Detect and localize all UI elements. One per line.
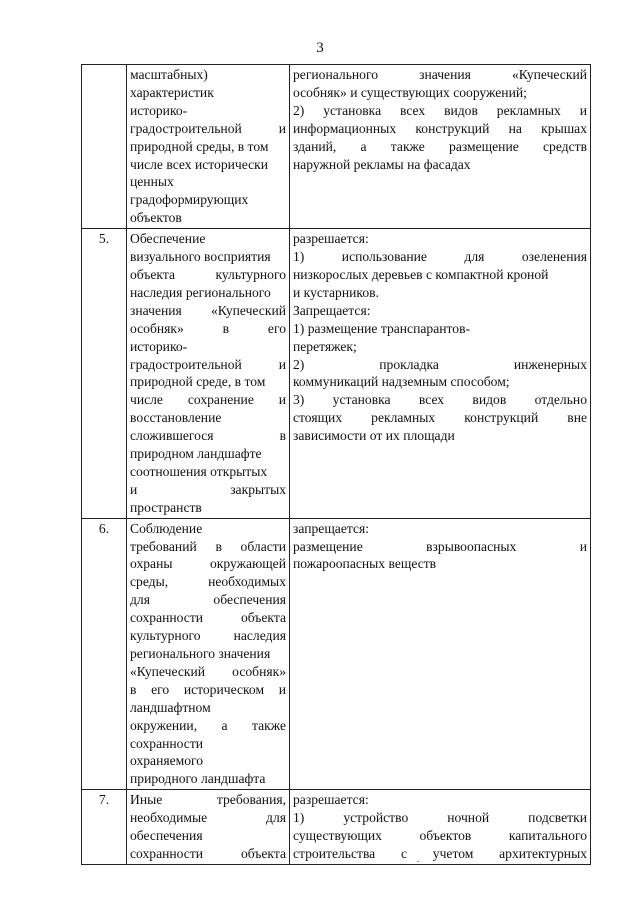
requirement-line: числе всех исторически — [130, 156, 269, 172]
requirement-line: Иные требования, — [130, 792, 286, 808]
table-row — [82, 65, 591, 229]
requirement-line: сохранности — [130, 735, 204, 751]
scan-speck — [417, 861, 419, 862]
regulation-line: стоящих рекламных конструкций вне — [293, 410, 587, 426]
requirement-line: восстановление — [130, 410, 222, 426]
requirement-line: особняк» в его — [130, 320, 286, 336]
requirement-line: объекта культурного — [130, 266, 286, 282]
requirement-line: историко- — [130, 102, 188, 118]
requirement-line: сложившегося в — [130, 428, 286, 444]
regulation-cell — [290, 65, 591, 229]
requirement-line: Соблюдение — [130, 520, 203, 536]
requirement-line: пространств — [130, 499, 202, 515]
regulation-line: размещение взрывоопасных и — [293, 538, 587, 554]
requirement-line: градоформирующих — [130, 192, 249, 208]
regulation-line: перетяжек; — [293, 338, 357, 354]
requirement-line: соотношения открытых — [130, 463, 268, 479]
regulation-line: информационных конструкций на крышах — [293, 120, 587, 136]
regulation-line: наружной рекламы на фасадах — [293, 156, 471, 172]
requirement-line: охраны окружающей — [130, 556, 286, 572]
row-number-cell: 6. — [82, 518, 127, 790]
regulation-line: и кустарников. — [293, 284, 379, 300]
regulation-cell — [290, 518, 591, 790]
requirement-line: ландшафтном — [130, 699, 211, 715]
requirement-line: объектов — [130, 210, 182, 226]
regulation-line: разрешается: — [293, 792, 369, 808]
requirement-line: среды, необходимых — [130, 574, 286, 590]
regulation-line: 1) размещение транспарантов- — [293, 320, 471, 336]
regulation-line: коммуникаций надземным способом; — [293, 374, 510, 390]
regulation-line: строительства с учетом архитектурных — [293, 845, 587, 861]
requirement-line: необходимые для — [130, 810, 286, 826]
requirement-line: «Купеческий особняк» — [130, 663, 286, 679]
requirement-line: требований в области — [130, 538, 286, 554]
requirement-line: Обеспечение — [130, 231, 206, 247]
requirement-line: значения «Купеческий — [130, 302, 286, 318]
requirement-line: ценных — [130, 174, 174, 190]
requirement-line: в его историческом и — [130, 681, 286, 697]
regulation-line: 1) использование для озеленения — [293, 249, 587, 265]
requirement-line: градостроительной и — [130, 120, 286, 136]
requirement-line: характеристик — [130, 84, 214, 100]
table-row — [82, 790, 591, 865]
regulation-line: 2) установка всех видов рекламных и — [293, 102, 587, 118]
requirement-line: визуального восприятия — [130, 249, 271, 265]
requirement-line: охраняемого — [130, 753, 204, 769]
requirement-line: историко- — [130, 338, 188, 354]
regulation-cell — [290, 790, 591, 865]
table-body — [82, 65, 591, 865]
row-number-cell: 5. — [82, 229, 127, 519]
regulation-line: низкорослых деревьев с компактной кроной — [293, 266, 549, 282]
page-number: 3 — [316, 40, 324, 56]
regulation-line: запрещается: — [293, 520, 370, 536]
requirement-cell — [127, 229, 290, 519]
requirement-cell — [127, 65, 290, 229]
requirement-line: сохранности объекта — [130, 610, 286, 626]
requirement-line: для обеспечения — [130, 592, 286, 608]
table-row — [82, 518, 591, 790]
requirement-line: и закрытых — [130, 481, 286, 497]
regulation-line: 2) прокладка инженерных — [293, 356, 587, 372]
requirement-line: природном ландшафте — [130, 446, 262, 462]
regulation-line: зданий, а также размещение средств — [293, 138, 587, 154]
requirement-line: регионального значения — [130, 646, 271, 661]
regulation-line: пожароопасных веществ — [293, 556, 437, 572]
regulation-line: особняк» и существующих сооружений; — [293, 84, 527, 100]
requirement-line: окружении, а также — [130, 717, 286, 733]
regulation-cell — [290, 229, 591, 519]
regulation-line: Запрещается: — [293, 302, 371, 318]
requirement-line: природной среды, в том — [130, 138, 269, 154]
regulation-line: 1) устройство ночной подсветки — [293, 810, 587, 826]
requirement-line: масштабных) — [130, 67, 208, 82]
requirement-line: природного ландшафта — [130, 771, 266, 787]
requirement-line: числе сохранение и — [130, 392, 286, 408]
table-row — [82, 229, 591, 519]
requirement-line: природной среде, в том — [130, 374, 266, 390]
regulation-line: существующих объектов капитального — [293, 828, 587, 844]
regulation-line: регионального значения «Купеческий — [293, 67, 587, 82]
requirement-cell — [127, 518, 290, 790]
requirement-line: сохранности объекта — [130, 845, 286, 861]
regulation-line: зависимости от их площади — [293, 428, 455, 444]
requirement-cell — [127, 790, 290, 865]
requirements-table — [81, 64, 591, 865]
row-number-cell — [82, 65, 127, 229]
requirement-line: градостроительной и — [130, 356, 286, 372]
regulation-line: разрешается: — [293, 231, 369, 247]
requirement-line: наследия регионального — [130, 284, 271, 300]
requirement-line: обеспечения — [130, 828, 203, 844]
requirement-line: культурного наследия — [130, 628, 286, 644]
row-number-cell: 7. — [82, 790, 127, 865]
regulation-line: 3) установка всех видов отдельно — [293, 392, 587, 408]
